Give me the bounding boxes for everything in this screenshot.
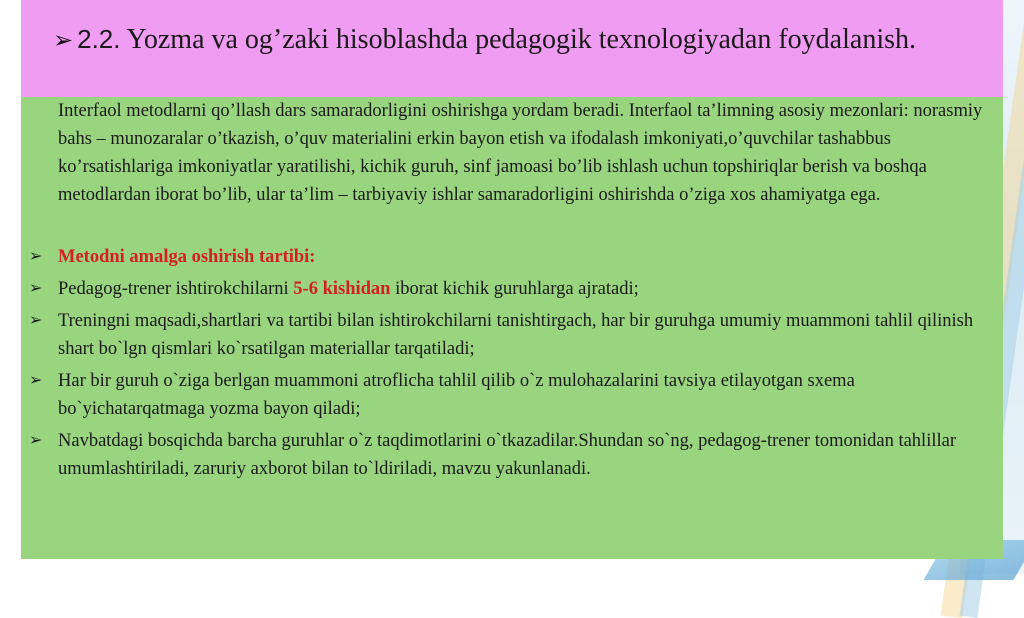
title-text: Yozma va og’zaki hisoblashda pedagogik texnologiyadan foydalanish. xyxy=(126,24,916,55)
slide-title xyxy=(53,24,916,56)
list-item xyxy=(26,275,991,303)
list-item xyxy=(26,367,991,423)
list-heading: Metodni amalga oshirish tartibi: xyxy=(58,247,316,267)
item-text: Treningni maqsadi,shartlari va tartibi bilan ishtirokchilarni tanishtirgach, har bir guruhga umumiy muammoni tahlil qilinish shart bo`lgn qismlari ko`rsatilgan materiallar tarqatiladi; xyxy=(58,311,974,359)
intro-paragraph: Interfaol metodlarni qo’llash dars samaradorligini oshirishga yordam beradi. Interfaol ta’limning asosiy mezonlari: norasmiy bahs – munozaralar o’tkazish, o’quv materialini erkin bayon etish va ifodalash imkoniyati,o’quvchilar tashabbus ko’rsatishlariga imkoniyatlar yaratilishi, kichik guruh, sinf jamoasi bo’lib ishlash uchun topshiriqlar berish va boshqa metodlardan iborat bo’lib, ular ta’lim – tarbiyaviy ishlar samaradorligini oshirishda o’ziga xos ahamiyatga ega. xyxy=(58,101,983,205)
list-item xyxy=(26,243,991,271)
content-box xyxy=(21,97,1003,559)
arrow-bullet-icon: ➢ xyxy=(29,248,43,265)
arrow-bullet-icon: ➢ xyxy=(29,312,43,329)
item-text: Har bir guruh o`ziga berlgan muammoni atroflicha tahlil qilib o`z mulohazalarini tavsiya etilayotgan sxema bo`yichatarqatmaga yozma bayon qiladi; xyxy=(58,371,855,419)
arrow-bullet-icon: ➢ xyxy=(29,372,43,389)
list-item xyxy=(26,307,991,363)
arrow-bullet-icon: ➢ xyxy=(29,280,43,297)
item-text: Pedagog-trener ishtirokchilarni xyxy=(58,279,294,299)
arrow-bullet-icon: ➢ xyxy=(29,432,43,449)
highlight-text: 5-6 kishidan xyxy=(293,279,391,299)
title-bar xyxy=(21,0,1003,97)
item-text: Navbatdagi bosqichda barcha guruhlar o`z taqdimotlarini o`tkazadilar.Shundan so`ng, pedagog-trener tomonidan tahlillar umumlashtiriladi, zaruriy axborot bilan to`ldiriladi, mavzu yakunlanadi. xyxy=(58,431,956,479)
section-number: 2.2. xyxy=(77,24,121,54)
list-item xyxy=(26,427,991,483)
slide xyxy=(21,0,1003,559)
method-steps-list xyxy=(26,243,991,487)
arrow-bullet-icon: ➢ xyxy=(53,28,74,54)
item-text: iborat kichik guruhlarga ajratadi; xyxy=(390,279,639,299)
